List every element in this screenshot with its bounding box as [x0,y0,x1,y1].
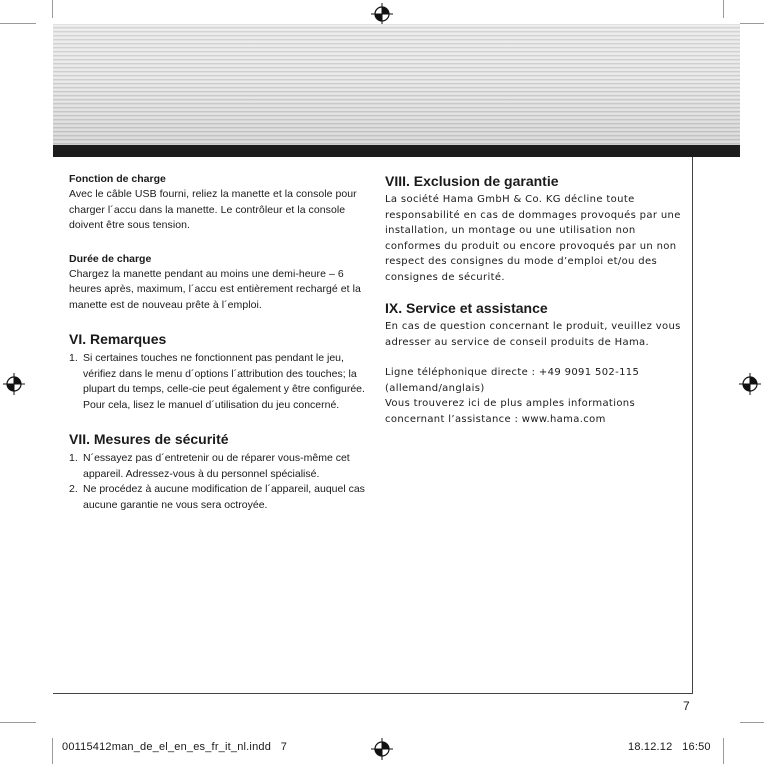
left-column [69,172,369,513]
page-number: 7 [683,699,690,713]
header-bar [53,145,740,157]
charge-duration-text: Chargez la manette pendant au moins une demi-heure – 6 heures après, maximum, l´accu est entièrement rechargé et la manette est de nouveau prête à l´emploi. [69,267,361,311]
charge-duration-title: Durée de charge [69,252,152,265]
registration-mark-icon [3,373,25,395]
list-number: 2. [69,483,78,495]
crop-mark [740,23,764,24]
list-item [69,451,369,482]
list-text: Si certaines touches ne fonctionnent pas pendant le jeu, vérifiez dans le menu d´options l´attribution des touches; la plupart du temps, celle-cie peut également y être configurée. Pour cela, lisez le manuel d´utilisation du jeu concerné. [83,352,365,411]
remarks-heading: VI. Remarques [69,331,167,347]
service-hotline: Ligne téléphonique directe : +49 9091 502-115 (allemand/anglais) [385,367,640,394]
file-slug: 00115412man_de_el_en_es_fr_it_nl.indd 7 [62,741,288,753]
crop-mark [723,738,724,764]
service-heading: IX. Service et assistance [385,300,548,316]
list-item [69,351,369,413]
safety-list [69,451,369,513]
crop-mark [723,0,724,18]
crop-mark [52,738,53,764]
list-item [69,482,369,513]
safety-heading: VII. Mesures de sécurité [69,431,229,447]
date-slug: 18.12.12 16:50 [628,741,711,753]
registration-mark-icon [371,738,393,760]
crop-mark [0,722,36,723]
list-number: 1. [69,452,78,464]
warranty-text: La société Hama GmbH & Co. KG décline toute responsabilité en cas de dommages provoqués par une installation, un montage ou une utilisation non conformes du produit ou encore provoqués par un non respect des consignes du mode d’emploi et/ou des consignes de sécurité. [385,194,681,283]
list-text: Ne procédez à aucune modification de l´appareil, auquel cas aucune garantie ne vous sera octroyée. [83,483,365,511]
service-more-info: Vous trouverez ici de plus amples informations concernant l’assistance : www.hama.com [385,398,636,425]
page-frame-right [692,157,693,694]
warranty-heading: VIII. Exclusion de garantie [385,173,559,189]
registration-mark-icon [739,373,761,395]
charge-function-text: Avec le câble USB fourni, reliez la manette et la console pour charger l´accu dans la manette. Le contrôleur et la console doivent être sous tension. [69,188,357,231]
service-text: En cas de question concernant le produit, veuillez vous adresser au service de conseil produits de Hama. [385,321,681,348]
header-banner [53,24,740,157]
crop-mark [52,0,53,18]
charge-function-title: Fonction de charge [69,173,166,185]
registration-mark-icon [371,3,393,25]
crop-mark [740,722,764,723]
right-column [385,172,691,427]
page-frame-bottom [53,693,693,694]
crop-mark [0,23,36,24]
remarks-list [69,351,369,413]
list-text: N´essayez pas d´entretenir ou de réparer vous-même cet appareil. Adressez-vous à du personnel spécialisé. [83,452,350,480]
list-number: 1. [69,352,78,364]
